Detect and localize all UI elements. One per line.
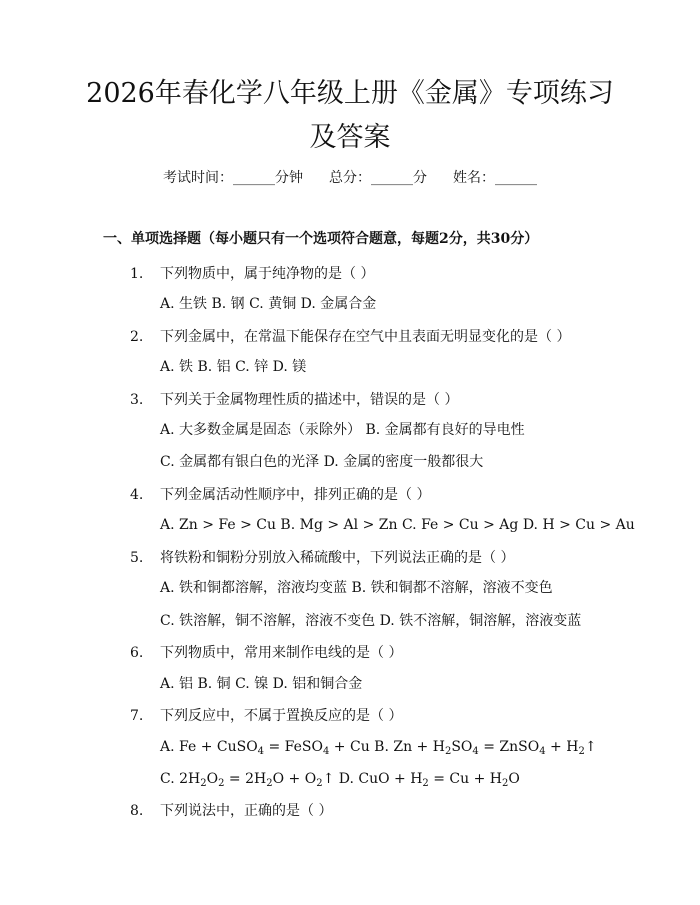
question-number: 1. <box>130 266 144 282</box>
formula-subscript: 2 <box>316 778 323 789</box>
total-score-field: 总分：______分 <box>329 170 427 186</box>
formula-text: O <box>508 771 520 787</box>
question-options: A. 铁和铜都溶解，溶液均变蓝 B. 铁和铜都不溶解，溶液不变色 <box>160 580 553 596</box>
formula-subscript: 2 <box>578 746 585 757</box>
question-text: 下列反应中，不属于置换反应的是（ ） <box>160 708 403 724</box>
title-line-2: 及答案 <box>309 122 391 153</box>
formula-text: C. 2H <box>160 771 201 787</box>
student-name-field: 姓名：______ <box>453 170 537 186</box>
formula-subscript: 2 <box>444 746 452 757</box>
question-number: 5. <box>130 550 144 566</box>
formula-text: O <box>206 771 219 787</box>
formula-text: ↑ D. CuO + H <box>322 771 423 787</box>
question-options: A. 生铁 B. 钢 C. 黄铜 D. 金属合金 <box>160 296 377 312</box>
exam-time-field: 考试时间：______分钟 <box>163 170 303 186</box>
question-number: 8. <box>130 803 144 819</box>
question-text: 下列金属中，在常温下能保存在空气中且表面无明显变化的是（ ） <box>160 329 571 345</box>
question-options: A. 大多数金属是固态（汞除外） B. 金属都有良好的导电性 <box>160 422 525 438</box>
formula-subscript: 4 <box>472 746 479 757</box>
question-options: A. 铝 B. 铜 C. 镍 D. 铝和铜合金 <box>160 676 363 692</box>
formula-text: O + O <box>272 771 317 787</box>
question-number: 6. <box>130 645 144 661</box>
question-text: 下列物质中，属于纯净物的是（ ） <box>160 266 375 282</box>
exam-meta <box>0 168 700 188</box>
question-options: A. 铁 B. 铝 C. 锌 D. 镁 <box>160 359 307 375</box>
question-text: 下列说法中，正确的是（ ） <box>160 803 333 819</box>
formula-subscript: 4 <box>322 746 330 757</box>
question-text: 下列关于金属物理性质的描述中，错误的是（ ） <box>160 392 459 408</box>
question-text: 将铁粉和铜粉分别放入稀硫酸中，下列说法正确的是（ ） <box>160 550 515 566</box>
gas-arrow-icon: ↑ <box>584 739 597 755</box>
question-number: 2. <box>130 329 144 345</box>
question-number: 7. <box>130 708 144 724</box>
formula-text: A. Fe + CuSO <box>160 739 258 755</box>
formula-subscript: 2 <box>200 778 207 789</box>
formula-text: + H <box>545 739 579 755</box>
formula-text: = Cu + H <box>428 771 502 787</box>
formula-subscript: 2 <box>502 778 509 789</box>
document-title <box>60 72 640 160</box>
formula-subscript: 2 <box>218 778 225 789</box>
question-number: 4. <box>130 487 144 503</box>
question-text: 下列物质中，常用来制作电线的是（ ） <box>160 645 403 661</box>
formula-subscript: 2 <box>422 778 429 789</box>
formula-text: = 2H <box>224 771 267 787</box>
section-heading: 一、单项选择题（每小题只有一个选项符合题意，每题2分，共30分） <box>103 231 539 247</box>
formula-text: = FeSO <box>264 739 323 755</box>
question-options <box>160 737 597 757</box>
formula-text: = ZnSO <box>478 739 540 755</box>
formula-subscript: 2 <box>266 778 273 789</box>
formula-subscript: 4 <box>257 746 265 757</box>
question-number: 3. <box>130 392 144 408</box>
question-options <box>160 769 520 789</box>
formula-subscript: 4 <box>539 746 546 757</box>
title-line-1: 2026年春化学八年级上册《金属》专项练习 <box>86 78 614 109</box>
formula-text: + Cu B. Zn + H <box>329 739 445 755</box>
formula-text: SO <box>451 739 473 755</box>
question-options: C. 铁溶解，铜不溶解，溶液不变色 D. 铁不溶解，铜溶解，溶液变蓝 <box>160 613 582 629</box>
question-options: A. Zn > Fe > Cu B. Mg > Al > Zn C. Fe > Cu > Ag D. H > Cu > Au <box>160 517 635 533</box>
question-options: C. 金属都有银白色的光泽 D. 金属的密度一般都很大 <box>160 454 484 470</box>
question-text: 下列金属活动性顺序中，排列正确的是（ ） <box>160 487 431 503</box>
